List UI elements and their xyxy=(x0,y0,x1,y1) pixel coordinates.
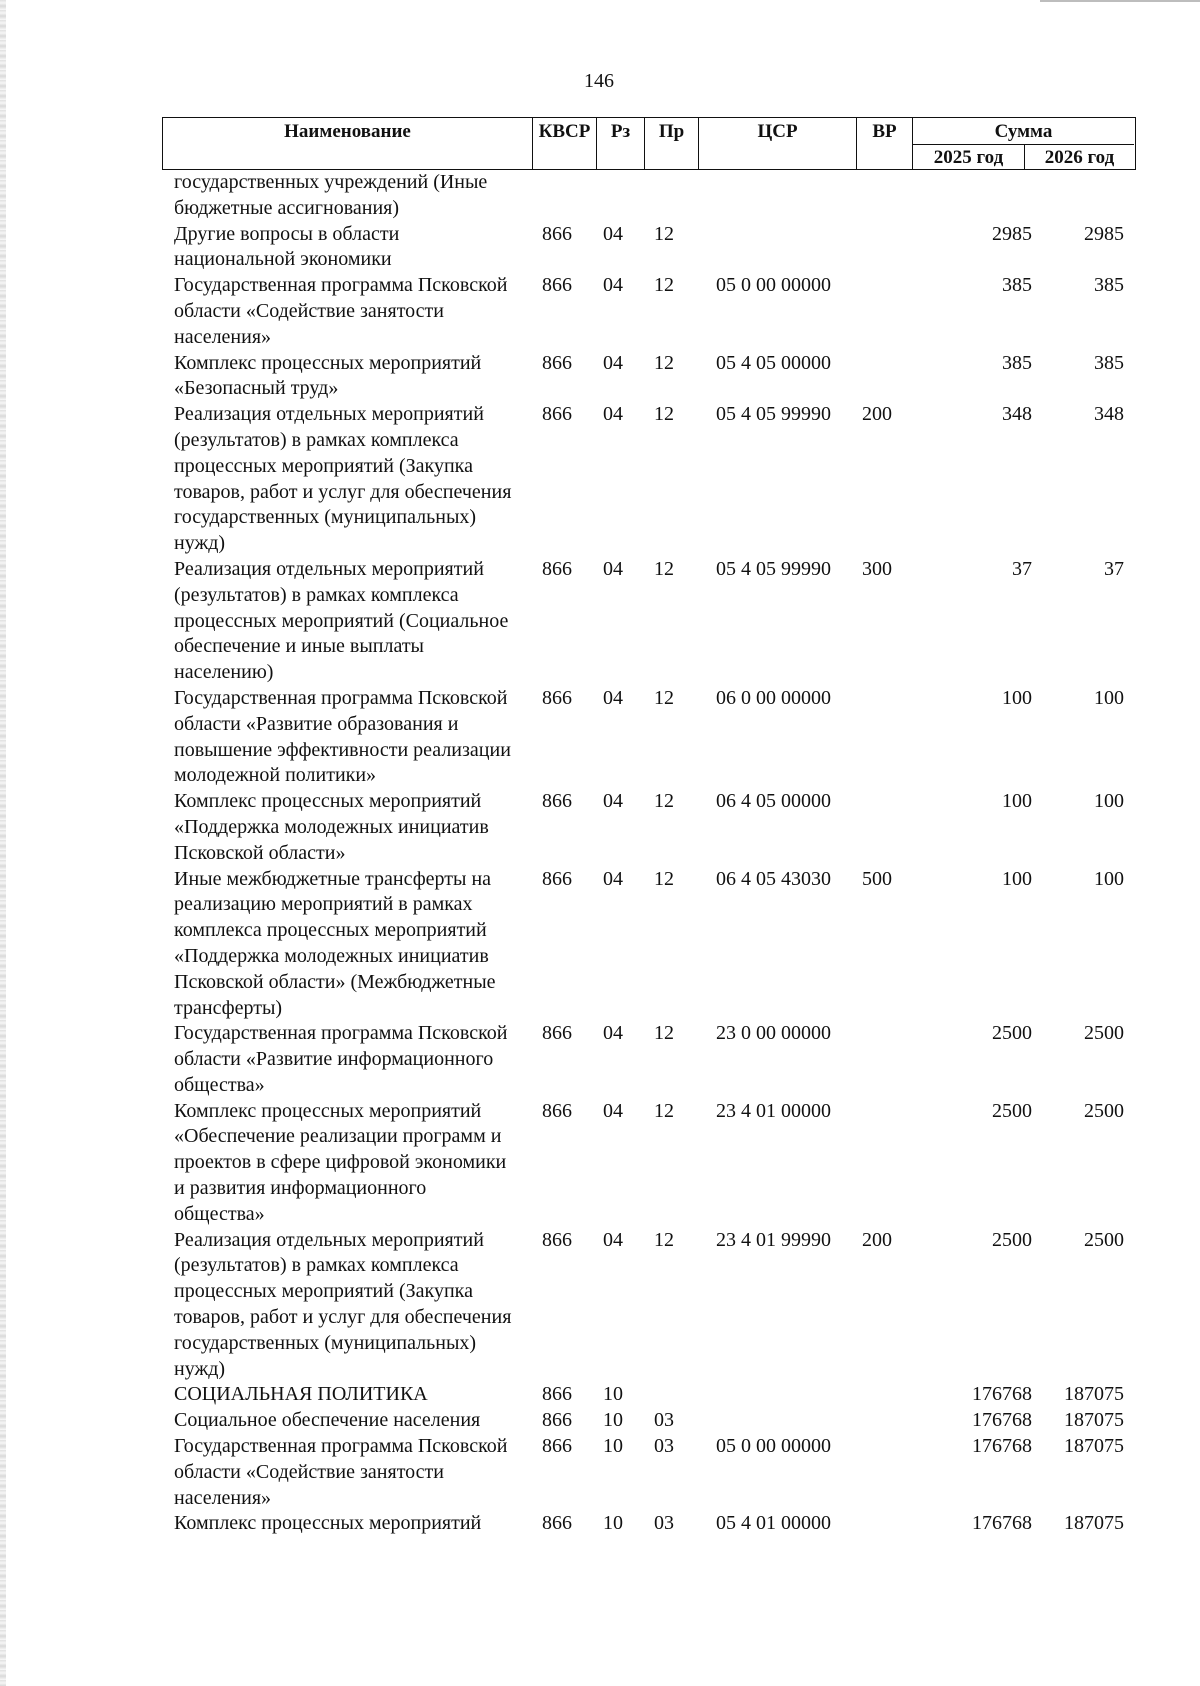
cell-csr: 23 4 01 99990 xyxy=(716,1228,831,1251)
cell-vr: 300 xyxy=(862,557,892,580)
cell-kvsr: 866 xyxy=(542,222,572,245)
cell-sum-2026: 385 xyxy=(1094,274,1124,297)
cell-kvsr: 866 xyxy=(542,557,572,580)
cell-sum-2025: 100 xyxy=(1002,790,1032,813)
table-row xyxy=(162,222,1136,274)
cell-rz: 04 xyxy=(603,403,623,426)
cell-rz: 04 xyxy=(603,351,623,374)
header-sum: Сумма xyxy=(994,121,1053,142)
table-row xyxy=(162,867,1136,1022)
cell-name: Комплекс процессных мероприятий «Обеспечение реализации программ и проектов в сфере цифровой экономики и развития информационного общества» xyxy=(174,1099,507,1225)
cell-vr: 200 xyxy=(862,1228,892,1251)
table-row xyxy=(162,1021,1136,1098)
cell-csr: 23 0 00 00000 xyxy=(716,1022,831,1045)
cell-pr: 03 xyxy=(654,1409,674,1432)
cell-sum-2026: 385 xyxy=(1094,351,1124,374)
cell-rz: 04 xyxy=(603,1099,623,1122)
header-sum-group xyxy=(913,118,1134,169)
cell-rz: 04 xyxy=(603,222,623,245)
cell-kvsr: 866 xyxy=(542,1512,572,1535)
table-row xyxy=(162,1434,1136,1511)
header-rz: Рз xyxy=(597,118,645,169)
cell-kvsr: 866 xyxy=(542,867,572,890)
cell-sum-2025: 2500 xyxy=(992,1228,1032,1251)
table-row xyxy=(162,402,1136,557)
cell-name: Реализация отдельных мероприятий (результатов) в рамках комплекса процессных мероприятий (Закупка товаров, работ и услуг для обеспечения государственных (муниципальных) нужд) xyxy=(174,403,512,555)
cell-pr: 12 xyxy=(654,1228,674,1251)
cell-pr: 03 xyxy=(654,1435,674,1458)
cell-csr: 05 4 05 99990 xyxy=(716,403,831,426)
cell-sum-2026: 2500 xyxy=(1084,1228,1124,1251)
cell-rz: 10 xyxy=(603,1512,623,1535)
cell-rz: 04 xyxy=(603,557,623,580)
cell-name: Государственная программа Псковской области «Содействие занятости населения» xyxy=(174,1435,508,1509)
cell-sum-2026: 100 xyxy=(1094,790,1124,813)
table-row xyxy=(162,170,1136,222)
table-body xyxy=(162,170,1136,1537)
cell-sum-2026: 2500 xyxy=(1084,1022,1124,1045)
cell-rz: 04 xyxy=(603,790,623,813)
cell-sum-2026: 2500 xyxy=(1084,1099,1124,1122)
cell-csr: 23 4 01 00000 xyxy=(716,1099,831,1122)
cell-kvsr: 866 xyxy=(542,1409,572,1432)
cell-name: Комплекс процессных мероприятий xyxy=(174,1512,482,1535)
cell-rz: 04 xyxy=(603,686,623,709)
cell-kvsr: 866 xyxy=(542,790,572,813)
cell-pr: 03 xyxy=(654,1512,674,1535)
header-year-2025: 2025 год xyxy=(913,145,1025,170)
cell-kvsr: 866 xyxy=(542,1435,572,1458)
header-pr: Пр xyxy=(645,118,699,169)
cell-kvsr: 866 xyxy=(542,1228,572,1251)
cell-sum-2026: 100 xyxy=(1094,867,1124,890)
cell-rz: 04 xyxy=(603,1228,623,1251)
cell-pr: 12 xyxy=(654,274,674,297)
cell-pr: 12 xyxy=(654,1022,674,1045)
cell-csr: 06 4 05 43030 xyxy=(716,867,831,890)
cell-sum-2025: 385 xyxy=(1002,351,1032,374)
cell-sum-2025: 176768 xyxy=(972,1435,1032,1458)
cell-csr: 05 4 05 99990 xyxy=(716,557,831,580)
header-csr: ЦСР xyxy=(699,118,857,169)
header-vr: ВР xyxy=(857,118,913,169)
cell-sum-2026: 187075 xyxy=(1064,1512,1124,1535)
cell-sum-2025: 385 xyxy=(1002,274,1032,297)
cell-sum-2026: 348 xyxy=(1094,403,1124,426)
cell-kvsr: 866 xyxy=(542,686,572,709)
table-row xyxy=(162,1408,1136,1434)
cell-csr: 06 0 00 00000 xyxy=(716,686,831,709)
cell-kvsr: 866 xyxy=(542,403,572,426)
cell-sum-2025: 37 xyxy=(1012,557,1032,580)
cell-csr: 05 0 00 00000 xyxy=(716,274,831,297)
scan-edge xyxy=(0,0,6,1686)
cell-pr: 12 xyxy=(654,557,674,580)
cell-pr: 12 xyxy=(654,1099,674,1122)
cell-name: Комплекс процессных мероприятий «Поддержка молодежных инициатив Псковской области» xyxy=(174,790,489,864)
header-name: Наименование xyxy=(163,118,533,169)
cell-csr: 06 4 05 00000 xyxy=(716,790,831,813)
cell-name: Комплекс процессных мероприятий «Безопасный труд» xyxy=(174,351,482,400)
table-row xyxy=(162,686,1136,789)
cell-vr: 500 xyxy=(862,867,892,890)
cell-kvsr: 866 xyxy=(542,1099,572,1122)
cell-pr: 12 xyxy=(654,867,674,890)
cell-name: СОЦИАЛЬНАЯ ПОЛИТИКА xyxy=(174,1383,428,1406)
cell-pr: 12 xyxy=(654,222,674,245)
table-row xyxy=(162,1511,1136,1537)
cell-rz: 04 xyxy=(603,1022,623,1045)
cell-name: Государственная программа Псковской области «Развитие информационного общества» xyxy=(174,1022,508,1096)
cell-sum-2025: 2500 xyxy=(992,1099,1032,1122)
cell-name: Реализация отдельных мероприятий (результатов) в рамках комплекса процессных мероприятий (Закупка товаров, работ и услуг для обеспечения государственных (муниципальных) нужд) xyxy=(174,1228,512,1380)
header-year-2026: 2026 год xyxy=(1044,147,1115,168)
cell-pr: 12 xyxy=(654,686,674,709)
cell-rz: 10 xyxy=(603,1435,623,1458)
cell-name: Государственная программа Псковской области «Содействие занятости населения» xyxy=(174,274,508,348)
cell-sum-2025: 100 xyxy=(1002,867,1032,890)
cell-sum-2025: 348 xyxy=(1002,403,1032,426)
cell-sum-2026: 187075 xyxy=(1064,1383,1124,1406)
table-header xyxy=(162,117,1136,170)
cell-kvsr: 866 xyxy=(542,1022,572,1045)
cell-pr: 12 xyxy=(654,403,674,426)
cell-name: Другие вопросы в области национальной экономики xyxy=(174,222,400,271)
cell-sum-2026: 2985 xyxy=(1084,222,1124,245)
cell-sum-2025: 2985 xyxy=(992,222,1032,245)
table-row xyxy=(162,557,1136,686)
cell-sum-2026: 187075 xyxy=(1064,1435,1124,1458)
cell-sum-2025: 100 xyxy=(1002,686,1032,709)
table-row xyxy=(162,1099,1136,1228)
cell-sum-2026: 100 xyxy=(1094,686,1124,709)
scan-edge-top xyxy=(1040,0,1200,2)
cell-name: Социальное обеспечение населения xyxy=(174,1409,481,1432)
cell-kvsr: 866 xyxy=(542,274,572,297)
cell-name: Реализация отдельных мероприятий (результатов) в рамках комплекса процессных мероприятий (Социальное обеспечение и иные выплаты населению) xyxy=(174,557,509,684)
cell-rz: 10 xyxy=(603,1383,623,1406)
cell-csr: 05 0 00 00000 xyxy=(716,1435,831,1458)
cell-vr: 200 xyxy=(862,403,892,426)
table-row xyxy=(162,789,1136,866)
cell-sum-2025: 176768 xyxy=(972,1409,1032,1432)
cell-pr: 12 xyxy=(654,351,674,374)
table-row xyxy=(162,1382,1136,1408)
cell-csr: 05 4 01 00000 xyxy=(716,1512,831,1535)
cell-pr: 12 xyxy=(654,790,674,813)
cell-kvsr: 866 xyxy=(542,351,572,374)
cell-sum-2026: 187075 xyxy=(1064,1409,1124,1432)
cell-kvsr: 866 xyxy=(542,1383,572,1406)
cell-name: государственных учреждений (Иные бюджетные ассигнования) xyxy=(174,171,488,219)
table-row xyxy=(162,351,1136,403)
cell-sum-2026: 37 xyxy=(1104,557,1124,580)
cell-name: Иные межбюджетные трансферты на реализацию мероприятий в рамках комплекса процессных мероприятий «Поддержка молодежных инициатив Псковской области» (Межбюджетные трансферты) xyxy=(174,867,496,1019)
cell-name: Государственная программа Псковской области «Развитие образования и повышение эффективности реализации молодежной политики» xyxy=(174,686,511,787)
cell-csr: 05 4 05 00000 xyxy=(716,351,831,374)
cell-rz: 04 xyxy=(603,867,623,890)
header-kvsr: КВСР xyxy=(533,118,597,169)
cell-sum-2025: 176768 xyxy=(972,1383,1032,1406)
header-years xyxy=(913,144,1134,170)
table-row xyxy=(162,273,1136,350)
cell-sum-2025: 176768 xyxy=(972,1512,1032,1535)
cell-rz: 04 xyxy=(603,274,623,297)
cell-sum-2025: 2500 xyxy=(992,1022,1032,1045)
table-row xyxy=(162,1228,1136,1383)
page-number: 146 xyxy=(584,70,614,92)
cell-rz: 10 xyxy=(603,1409,623,1432)
